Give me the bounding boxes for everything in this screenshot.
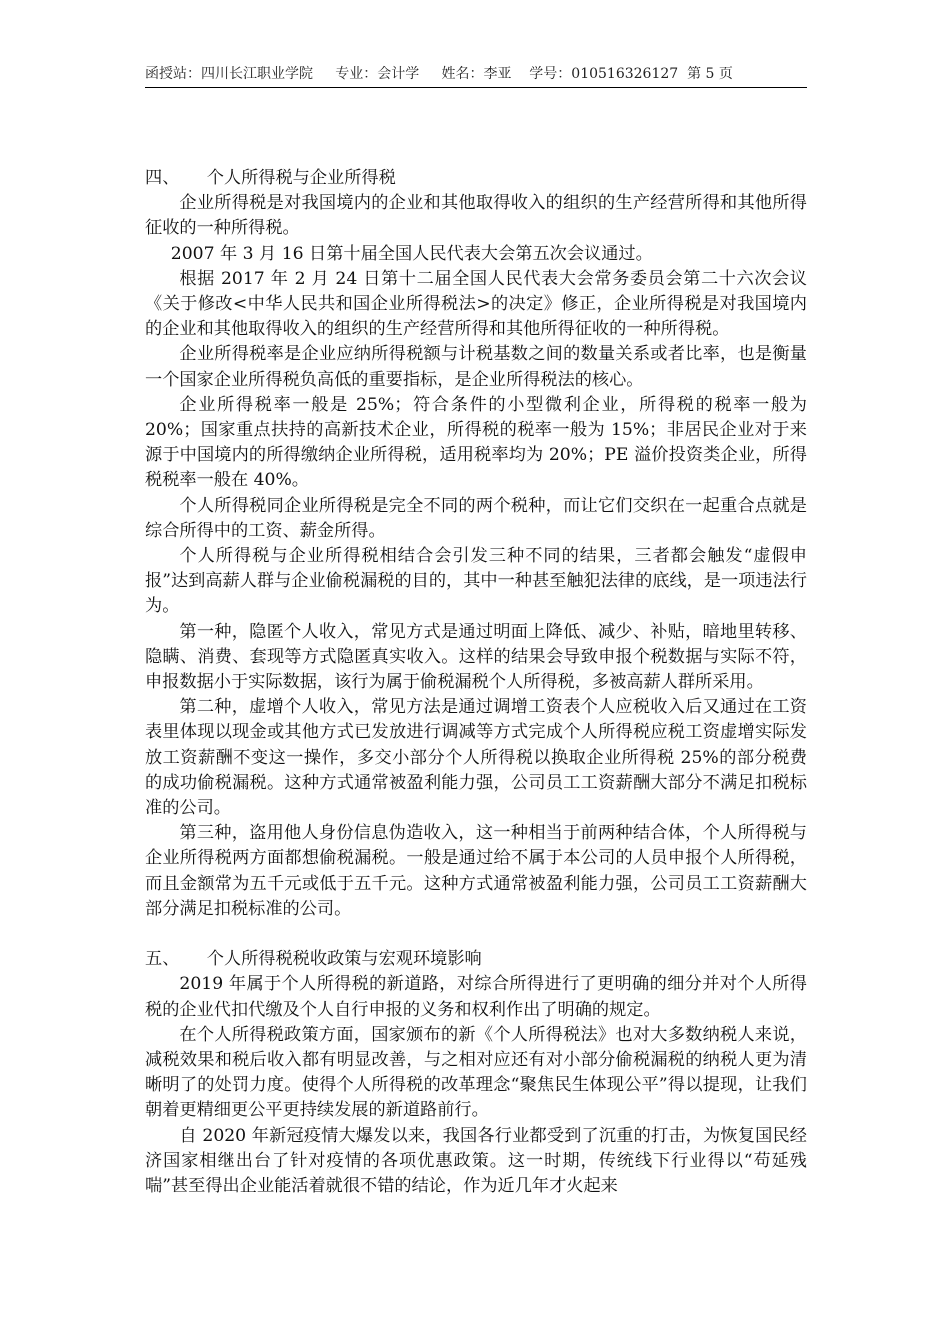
paragraph: 个人所得税与企业所得税相结合会引发三种不同的结果，三者都会触发“虚假申报”达到高薪人群与企业偷税漏税的目的，其中一种甚至触犯法律的底线，是一项违法行为。 xyxy=(145,546,807,617)
paragraph: 企业所得税率一般是 25%；符合条件的小型微利企业，所得税的税率一般为 20%；国家重点扶持的高新技术企业，所得税的税率一般为 15%；非居民企业对于来源于中国境内的所得缴纳企业所得税，适用税率均为 20%；PE 溢价投资类企业，所得税税率一般在 40%。 xyxy=(145,394,807,491)
paragraph: 2007 年 3 月 16 日第十届全国人民代表大会第五次会议通过。 xyxy=(170,243,653,264)
section-four xyxy=(145,166,807,922)
paragraph: 根据 2017 年 2 月 24 日第十二届全国人民代表大会常务委员会第二十六次会议《关于修改<中华人民共和国企业所得税法>的决定》修正，企业所得税是对我国境内的企业和其他取得收入的组织的生产经营所得和其他所得征收的一种所得税。 xyxy=(145,268,807,340)
section-spacer xyxy=(145,922,807,947)
paragraph: 2019 年属于个人所得税的新道路，对综合所得进行了更明确的细分并对个人所得税的企业代扣代缴及个人自行申报的义务和权利作出了明确的规定。 xyxy=(145,974,807,1020)
paragraph: 企业所得税是对我国境内的企业和其他取得收入的组织的生产经营所得和其他所得征收的一种所得税。 xyxy=(145,193,807,239)
section-five xyxy=(145,947,807,1199)
page-body xyxy=(145,166,807,1199)
paragraph: 自 2020 年新冠疫情大爆发以来，我国各行业都受到了沉重的打击，为恢复国民经济国家相继出台了针对疫情的各项优惠政策。这一时期，传统线下行业得以“苟延残喘”甚至得出企业能活着就很不错的结论，作为近几年才火起来 xyxy=(145,1125,807,1196)
paragraph: 第一种，隐匿个人收入，常见方式是通过明面上降低、减少、补贴，暗地里转移、隐瞒、消费、套现等方式隐匿真实收入。这样的结果会导致申报个税数据与实际不符，申报数据小于实际数据，该行为属于偷税漏税个人所得税，多被高薪人群所采用。 xyxy=(145,621,807,693)
paragraph: 个人所得税同企业所得税是完全不同的两个税种，而让它们交织在一起重合点就是综合所得中的工资、薪金所得。 xyxy=(145,495,807,541)
paragraph: 企业所得税率是企业应纳所得税额与计税基数之间的数量关系或者比率，也是衡量一个国家企业所得税负高低的重要指标，是企业所得税法的核心。 xyxy=(145,344,807,390)
section-heading: 四、 个人所得税与企业所得税 xyxy=(145,168,396,188)
header-divider xyxy=(145,87,807,88)
paragraph: 在个人所得税政策方面，国家颁布的新《个人所得税法》也对大多数纳税人来说，减税效果和税后收入都有明显改善，与之相对应还有对小部分偷税漏税的纳税人更为清晰明了的处罚力度。使得个人所得税的改革理念“聚焦民生体现公平”得以提现，让我们朝着更精细更公平更持续发展的新道路前行。 xyxy=(145,1024,807,1121)
page-header: 函授站：四川长江职业学院 专业：会计学 姓名：李亚 学号：010516326127 第 5 页 xyxy=(145,66,733,82)
paragraph: 第二种，虚增个人收入，常见方法是通过调增工资表个人应税收入后又通过在工资表里体现以现金或其他方式已发放进行调减等方式完成个人所得税应税工资虚增实际发放工资薪酬不变这一操作，多交小部分个人所得税以换取企业所得税 25%的部分税费的成功偷税漏税。这种方式通常被盈利能力强，公司员工工资薪酬大部分不满足扣税标准的公司。 xyxy=(145,697,807,819)
paragraph: 第三种，盗用他人身份信息伪造收入，这一种相当于前两种结合体，个人所得税与企业所得税两方面都想偷税漏税。一般是通过给不属于本公司的人员申报个人所得税，而且金额常为五千元或低于五千元。这种方式通常被盈利能力强，公司员工工资薪酬大部分满足扣税标准的公司。 xyxy=(145,823,807,919)
section-heading: 五、 个人所得税税收政策与宏观环境影响 xyxy=(145,949,482,970)
